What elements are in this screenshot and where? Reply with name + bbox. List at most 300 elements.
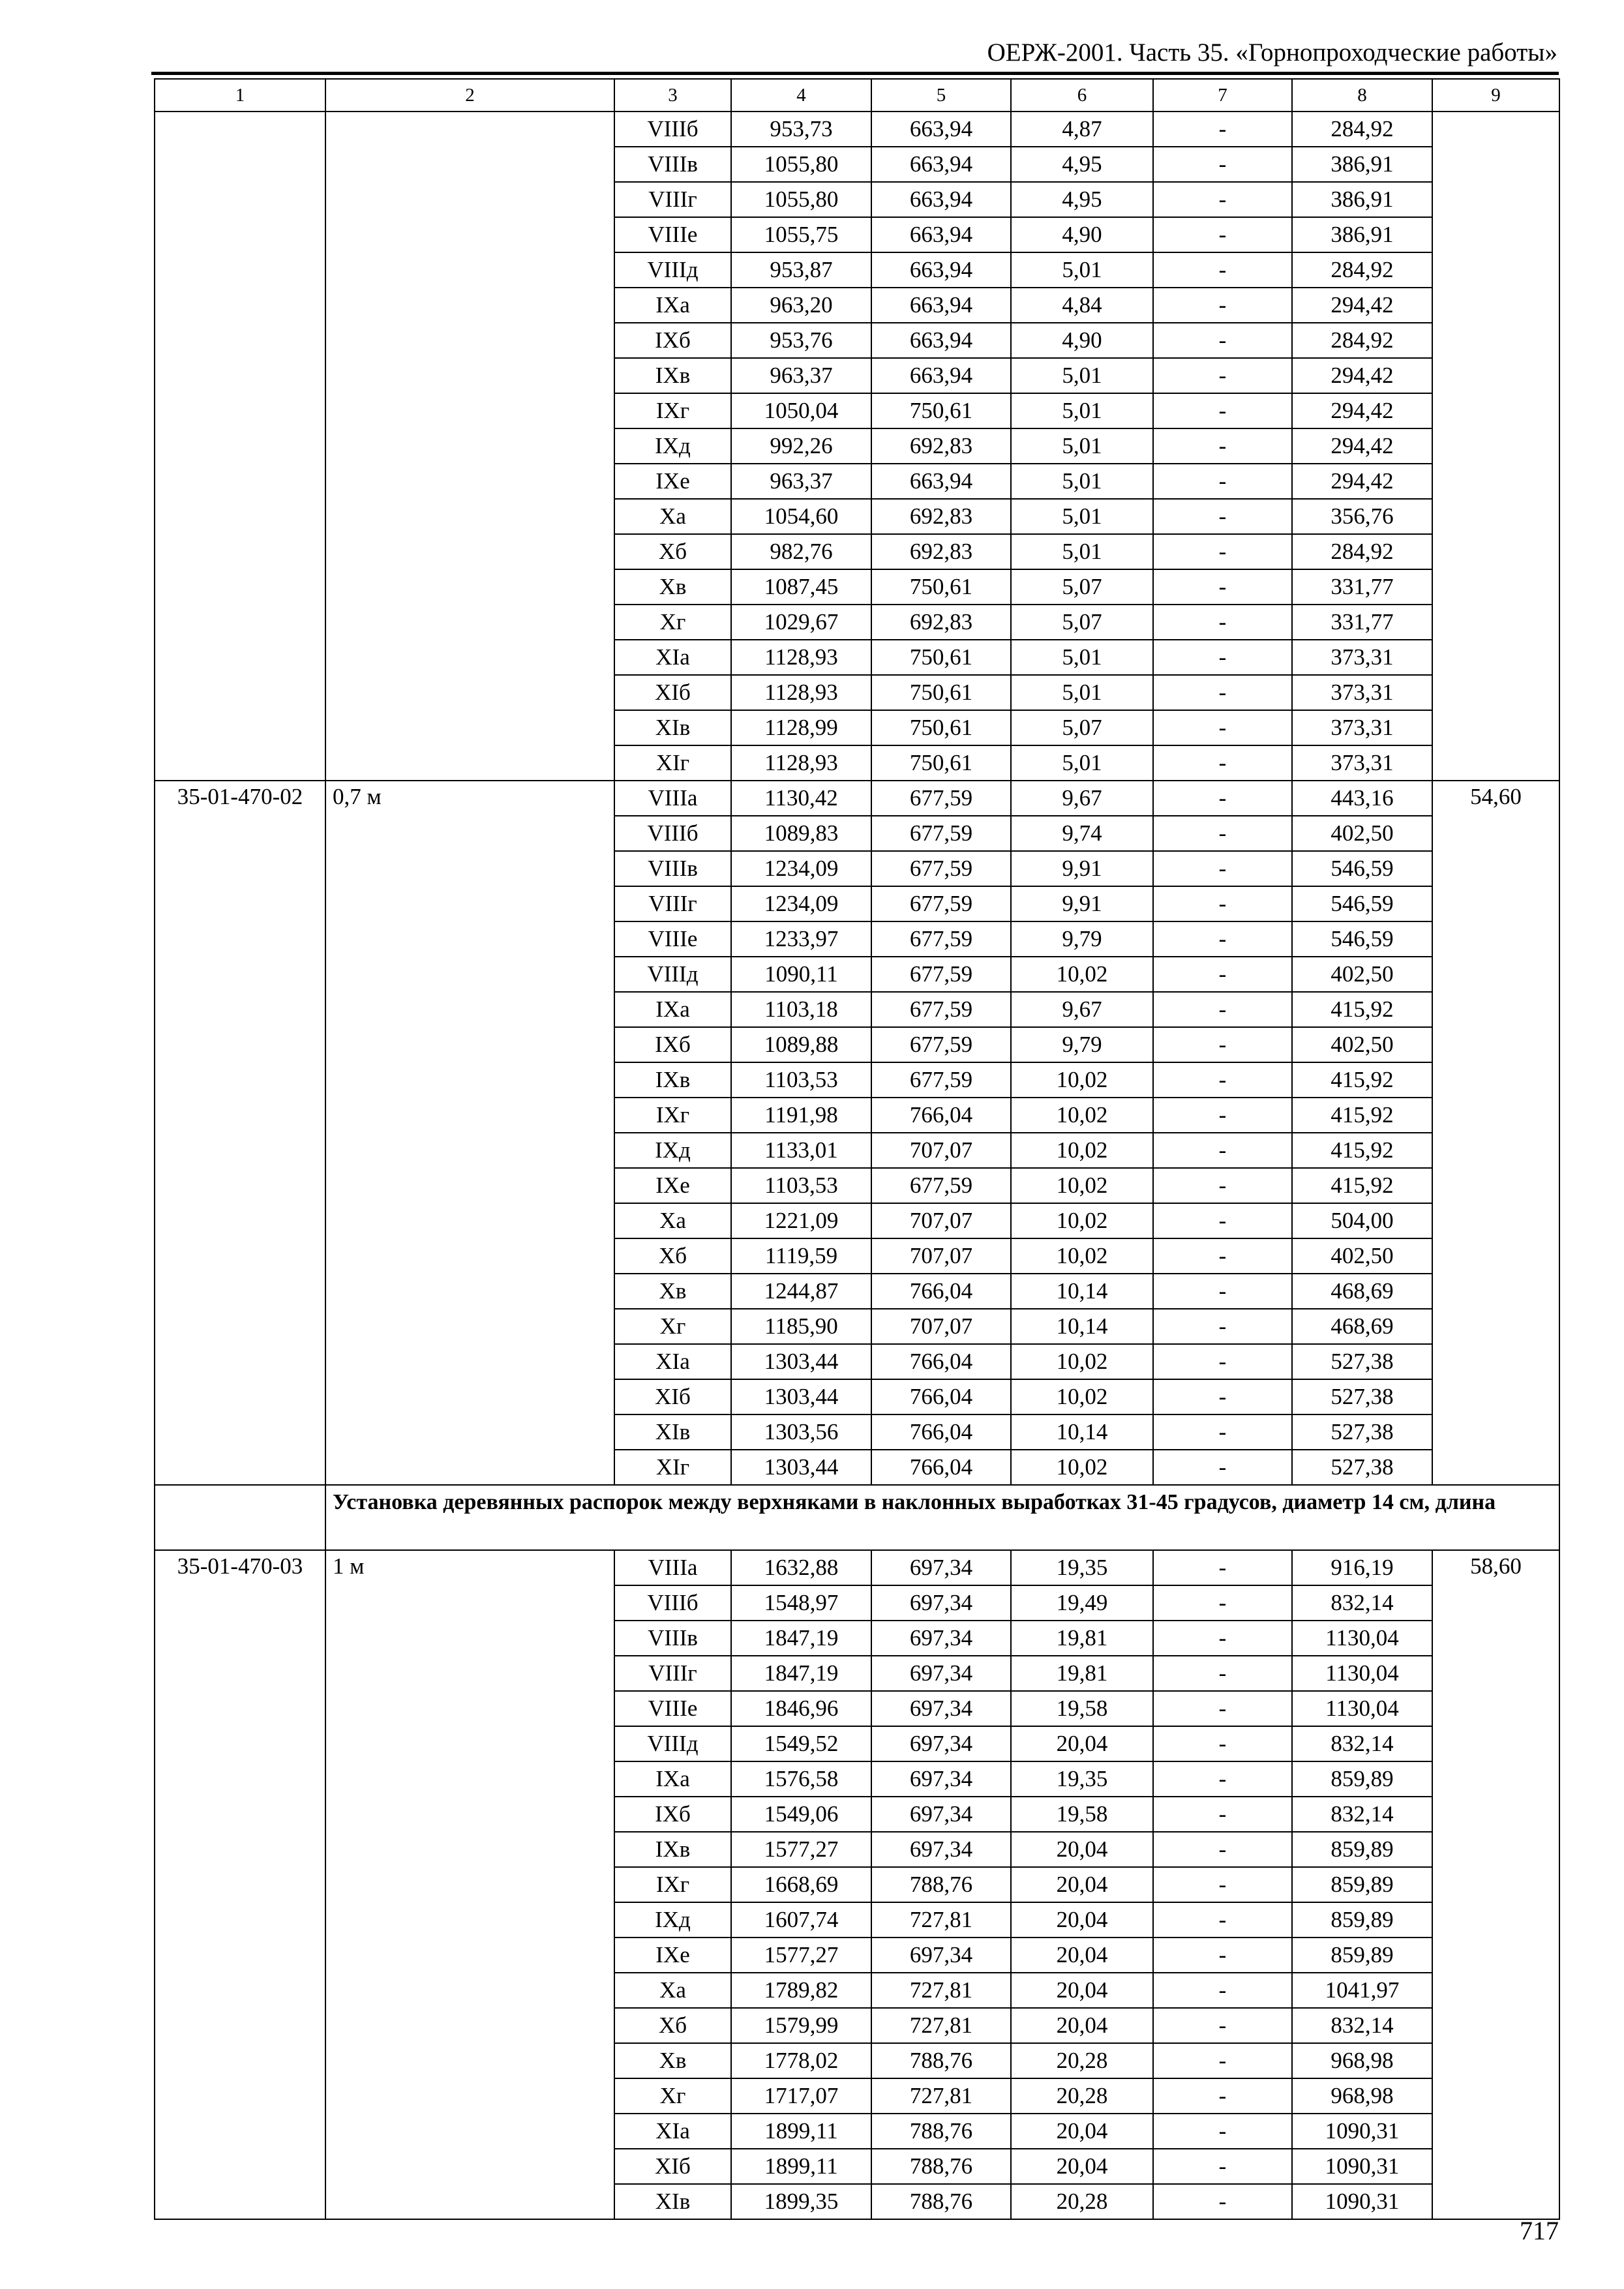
page-number: 717 xyxy=(1520,2216,1559,2245)
zone-cell: VIIIе xyxy=(614,1691,731,1726)
total-cost-cell: 1899,11 xyxy=(731,2149,871,2184)
machine-cost-cell: 19,58 xyxy=(1011,1797,1153,1832)
driver-wage-cell: - xyxy=(1153,1274,1292,1309)
materials-cell: 1090,31 xyxy=(1292,2149,1432,2184)
driver-wage-cell: - xyxy=(1153,1797,1292,1832)
total-cost-cell: 1233,97 xyxy=(731,921,871,957)
materials-cell: 832,14 xyxy=(1292,1726,1432,1761)
driver-wage-cell: - xyxy=(1153,745,1292,781)
zone-cell: XIг xyxy=(614,1450,731,1485)
zone-cell: Xг xyxy=(614,605,731,640)
zone-cell: Xв xyxy=(614,569,731,605)
zone-cell: VIIIв xyxy=(614,147,731,182)
zone-cell: VIIIг xyxy=(614,1656,731,1691)
machine-cost-cell: 9,79 xyxy=(1011,1027,1153,1062)
materials-cell: 859,89 xyxy=(1292,1902,1432,1937)
rate-name-cell xyxy=(325,112,614,781)
machine-cost-cell: 19,81 xyxy=(1011,1621,1153,1656)
column-number-cell: 3 xyxy=(614,79,731,112)
driver-wage-cell: - xyxy=(1153,1203,1292,1238)
total-cost-cell: 1847,19 xyxy=(731,1621,871,1656)
materials-cell: 415,92 xyxy=(1292,1098,1432,1133)
total-cost-cell: 963,20 xyxy=(731,288,871,323)
machine-cost-cell: 5,01 xyxy=(1011,393,1153,428)
materials-cell: 402,50 xyxy=(1292,957,1432,992)
total-cost-cell: 1577,27 xyxy=(731,1937,871,1973)
materials-cell: 294,42 xyxy=(1292,464,1432,499)
driver-wage-cell: - xyxy=(1153,1379,1292,1414)
materials-cell: 284,92 xyxy=(1292,252,1432,288)
materials-cell: 1090,31 xyxy=(1292,2184,1432,2219)
wage-cell: 697,34 xyxy=(871,1937,1011,1973)
wage-cell: 677,59 xyxy=(871,781,1011,816)
zone-cell: Xб xyxy=(614,1238,731,1274)
machine-cost-cell: 20,28 xyxy=(1011,2184,1153,2219)
total-cost-cell: 1128,99 xyxy=(731,710,871,745)
zone-cell: IXе xyxy=(614,1937,731,1973)
machine-cost-cell: 4,95 xyxy=(1011,182,1153,217)
materials-cell: 373,31 xyxy=(1292,640,1432,675)
total-cost-cell: 1128,93 xyxy=(731,745,871,781)
materials-cell: 294,42 xyxy=(1292,358,1432,393)
zone-cell: IXг xyxy=(614,393,731,428)
materials-cell: 468,69 xyxy=(1292,1309,1432,1344)
machine-cost-cell: 10,02 xyxy=(1011,1168,1153,1203)
driver-wage-cell: - xyxy=(1153,816,1292,851)
zone-cell: VIIIб xyxy=(614,816,731,851)
driver-wage-cell: - xyxy=(1153,358,1292,393)
rate-name-cell: 1 м xyxy=(325,1550,614,2219)
materials-cell: 832,14 xyxy=(1292,2008,1432,2043)
driver-wage-cell: - xyxy=(1153,1902,1292,1937)
wage-cell: 697,34 xyxy=(871,1550,1011,1585)
driver-wage-cell: - xyxy=(1153,957,1292,992)
page-header-title: ОЕРЖ-2001. Часть 35. «Горнопроходческие работы» xyxy=(987,38,1557,67)
total-cost-cell: 963,37 xyxy=(731,358,871,393)
wage-cell: 697,34 xyxy=(871,1656,1011,1691)
zone-cell: XIв xyxy=(614,710,731,745)
materials-cell: 968,98 xyxy=(1292,2078,1432,2114)
total-cost-cell: 1103,53 xyxy=(731,1168,871,1203)
driver-wage-cell: - xyxy=(1153,886,1292,921)
materials-cell: 527,38 xyxy=(1292,1414,1432,1450)
zone-cell: Xа xyxy=(614,499,731,534)
zone-cell: VIIIб xyxy=(614,1585,731,1621)
zone-cell: XIб xyxy=(614,675,731,710)
total-cost-cell: 1632,88 xyxy=(731,1550,871,1585)
wage-cell: 697,34 xyxy=(871,1585,1011,1621)
zone-cell: IXг xyxy=(614,1098,731,1133)
machine-cost-cell: 10,02 xyxy=(1011,1062,1153,1098)
driver-wage-cell: - xyxy=(1153,781,1292,816)
rate-code-cell: 35-01-470-03 xyxy=(155,1550,325,2219)
total-cost-cell: 953,87 xyxy=(731,252,871,288)
driver-wage-cell: - xyxy=(1153,323,1292,358)
wage-cell: 677,59 xyxy=(871,1027,1011,1062)
materials-cell: 546,59 xyxy=(1292,886,1432,921)
machine-cost-cell: 5,01 xyxy=(1011,745,1153,781)
driver-wage-cell: - xyxy=(1153,499,1292,534)
driver-wage-cell: - xyxy=(1153,428,1292,464)
materials-cell: 1090,31 xyxy=(1292,2114,1432,2149)
zone-cell: XIв xyxy=(614,2184,731,2219)
zone-cell: Xа xyxy=(614,1973,731,2008)
table-row xyxy=(155,781,1559,816)
materials-cell: 859,89 xyxy=(1292,1867,1432,1902)
total-cost-cell: 1607,74 xyxy=(731,1902,871,1937)
wage-cell: 788,76 xyxy=(871,2114,1011,2149)
driver-wage-cell: - xyxy=(1153,710,1292,745)
materials-cell: 859,89 xyxy=(1292,1761,1432,1797)
driver-wage-cell: - xyxy=(1153,1133,1292,1168)
machine-cost-cell: 5,01 xyxy=(1011,252,1153,288)
driver-wage-cell: - xyxy=(1153,1238,1292,1274)
total-cost-cell: 1090,11 xyxy=(731,957,871,992)
driver-wage-cell: - xyxy=(1153,851,1292,886)
machine-cost-cell: 9,74 xyxy=(1011,816,1153,851)
wage-cell: 677,59 xyxy=(871,992,1011,1027)
total-cost-cell: 1054,60 xyxy=(731,499,871,534)
driver-wage-cell: - xyxy=(1153,147,1292,182)
driver-wage-cell: - xyxy=(1153,1344,1292,1379)
driver-wage-cell: - xyxy=(1153,1168,1292,1203)
wage-cell: 663,94 xyxy=(871,288,1011,323)
driver-wage-cell: - xyxy=(1153,2184,1292,2219)
driver-wage-cell: - xyxy=(1153,1309,1292,1344)
machine-cost-cell: 10,02 xyxy=(1011,1238,1153,1274)
machine-cost-cell: 5,01 xyxy=(1011,640,1153,675)
machine-cost-cell: 20,04 xyxy=(1011,1973,1153,2008)
section-title: Установка деревянных распорок между верхняками в наклонных выработках 31-45 градусов, диаметр 14 см, длина xyxy=(325,1485,1559,1550)
machine-cost-cell: 9,91 xyxy=(1011,851,1153,886)
column-number-row xyxy=(155,79,1559,112)
zone-cell: XIг xyxy=(614,745,731,781)
column-number-cell: 2 xyxy=(325,79,614,112)
materials-cell: 527,38 xyxy=(1292,1344,1432,1379)
zone-cell: IXг xyxy=(614,1867,731,1902)
zone-cell: IXв xyxy=(614,1062,731,1098)
driver-wage-cell: - xyxy=(1153,2149,1292,2184)
machine-cost-cell: 19,49 xyxy=(1011,1585,1153,1621)
total-cost-cell: 1133,01 xyxy=(731,1133,871,1168)
zone-cell: IXа xyxy=(614,1761,731,1797)
driver-wage-cell: - xyxy=(1153,288,1292,323)
wage-cell: 697,34 xyxy=(871,1761,1011,1797)
zone-cell: VIIIд xyxy=(614,252,731,288)
wage-cell: 663,94 xyxy=(871,112,1011,147)
driver-wage-cell: - xyxy=(1153,1832,1292,1867)
materials-cell: 546,59 xyxy=(1292,851,1432,886)
materials-cell: 415,92 xyxy=(1292,1168,1432,1203)
machine-cost-cell: 19,58 xyxy=(1011,1691,1153,1726)
machine-cost-cell: 19,35 xyxy=(1011,1761,1153,1797)
driver-wage-cell: - xyxy=(1153,640,1292,675)
section-title-empty-cell xyxy=(155,1485,325,1550)
total-cost-cell: 1576,58 xyxy=(731,1761,871,1797)
wage-cell: 707,07 xyxy=(871,1203,1011,1238)
machine-cost-cell: 4,95 xyxy=(1011,147,1153,182)
zone-cell: XIв xyxy=(614,1414,731,1450)
wage-cell: 663,94 xyxy=(871,182,1011,217)
machine-cost-cell: 20,28 xyxy=(1011,2043,1153,2078)
driver-wage-cell: - xyxy=(1153,675,1292,710)
materials-cell: 443,16 xyxy=(1292,781,1432,816)
wage-cell: 707,07 xyxy=(871,1238,1011,1274)
total-cost-cell: 1899,35 xyxy=(731,2184,871,2219)
total-cost-cell: 1548,97 xyxy=(731,1585,871,1621)
wage-cell: 750,61 xyxy=(871,393,1011,428)
driver-wage-cell: - xyxy=(1153,569,1292,605)
total-cost-cell: 1103,53 xyxy=(731,1062,871,1098)
total-cost-cell: 1089,88 xyxy=(731,1027,871,1062)
machine-cost-cell: 4,90 xyxy=(1011,217,1153,252)
materials-cell: 468,69 xyxy=(1292,1274,1432,1309)
materials-cell: 1130,04 xyxy=(1292,1656,1432,1691)
column-number-cell: 4 xyxy=(731,79,871,112)
zone-cell: VIIIд xyxy=(614,957,731,992)
column-number-cell: 8 xyxy=(1292,79,1432,112)
machine-cost-cell: 9,67 xyxy=(1011,781,1153,816)
machine-cost-cell: 4,87 xyxy=(1011,112,1153,147)
wage-cell: 727,81 xyxy=(871,2078,1011,2114)
total-cost-cell: 1221,09 xyxy=(731,1203,871,1238)
driver-wage-cell: - xyxy=(1153,464,1292,499)
total-cost-cell: 1055,80 xyxy=(731,147,871,182)
machine-cost-cell: 10,02 xyxy=(1011,1098,1153,1133)
zone-cell: Xв xyxy=(614,2043,731,2078)
wage-cell: 697,34 xyxy=(871,1797,1011,1832)
driver-wage-cell: - xyxy=(1153,1585,1292,1621)
wage-cell: 766,04 xyxy=(871,1344,1011,1379)
driver-wage-cell: - xyxy=(1153,1450,1292,1485)
wage-cell: 692,83 xyxy=(871,534,1011,569)
zone-cell: Xб xyxy=(614,2008,731,2043)
column-number-cell: 9 xyxy=(1432,79,1559,112)
zone-cell: Xг xyxy=(614,2078,731,2114)
total-cost-cell: 1087,45 xyxy=(731,569,871,605)
wage-cell: 677,59 xyxy=(871,921,1011,957)
wage-cell: 766,04 xyxy=(871,1450,1011,1485)
table-row xyxy=(155,112,1559,147)
total-cost-cell: 1778,02 xyxy=(731,2043,871,2078)
total-cost-cell: 1303,56 xyxy=(731,1414,871,1450)
wage-cell: 707,07 xyxy=(871,1133,1011,1168)
machine-cost-cell: 19,35 xyxy=(1011,1550,1153,1585)
zone-cell: VIIIг xyxy=(614,182,731,217)
driver-wage-cell: - xyxy=(1153,605,1292,640)
total-cost-cell: 1029,67 xyxy=(731,605,871,640)
total-cost-cell: 1055,80 xyxy=(731,182,871,217)
column-number-cell: 7 xyxy=(1153,79,1292,112)
wage-cell: 766,04 xyxy=(871,1098,1011,1133)
machine-cost-cell: 5,01 xyxy=(1011,464,1153,499)
materials-cell: 1130,04 xyxy=(1292,1691,1432,1726)
materials-cell: 373,31 xyxy=(1292,710,1432,745)
machine-cost-cell: 10,02 xyxy=(1011,1379,1153,1414)
zone-cell: IXв xyxy=(614,1832,731,1867)
driver-wage-cell: - xyxy=(1153,1761,1292,1797)
zone-cell: VIIIа xyxy=(614,781,731,816)
machine-cost-cell: 20,04 xyxy=(1011,1937,1153,1973)
total-cost-cell: 992,26 xyxy=(731,428,871,464)
wage-cell: 697,34 xyxy=(871,1621,1011,1656)
machine-cost-cell: 20,04 xyxy=(1011,2008,1153,2043)
total-cost-cell: 1899,11 xyxy=(731,2114,871,2149)
materials-cell: 294,42 xyxy=(1292,393,1432,428)
machine-cost-cell: 10,14 xyxy=(1011,1309,1153,1344)
total-cost-cell: 1303,44 xyxy=(731,1379,871,1414)
wage-cell: 697,34 xyxy=(871,1691,1011,1726)
materials-cell: 284,92 xyxy=(1292,534,1432,569)
zone-cell: Xв xyxy=(614,1274,731,1309)
total-cost-cell: 953,76 xyxy=(731,323,871,358)
total-cost-cell: 1050,04 xyxy=(731,393,871,428)
materials-cell: 284,92 xyxy=(1292,112,1432,147)
materials-cell: 527,38 xyxy=(1292,1450,1432,1485)
driver-wage-cell: - xyxy=(1153,1027,1292,1062)
section-title-row xyxy=(155,1485,1559,1550)
materials-cell: 402,50 xyxy=(1292,816,1432,851)
materials-cell: 284,92 xyxy=(1292,323,1432,358)
price-table xyxy=(154,78,1560,2220)
zone-cell: VIIIе xyxy=(614,217,731,252)
zone-cell: IXб xyxy=(614,323,731,358)
zone-cell: XIб xyxy=(614,1379,731,1414)
total-cost-cell: 953,73 xyxy=(731,112,871,147)
materials-cell: 386,91 xyxy=(1292,147,1432,182)
zone-cell: IXе xyxy=(614,1168,731,1203)
materials-cell: 402,50 xyxy=(1292,1027,1432,1062)
total-cost-cell: 1128,93 xyxy=(731,640,871,675)
wage-cell: 677,59 xyxy=(871,1168,1011,1203)
zone-cell: Xг xyxy=(614,1309,731,1344)
machine-cost-cell: 5,07 xyxy=(1011,605,1153,640)
machine-cost-cell: 10,14 xyxy=(1011,1414,1153,1450)
total-cost-cell: 1303,44 xyxy=(731,1344,871,1379)
zone-cell: IXе xyxy=(614,464,731,499)
header-rule xyxy=(151,72,1559,75)
wage-cell: 692,83 xyxy=(871,499,1011,534)
driver-wage-cell: - xyxy=(1153,1550,1292,1585)
materials-cell: 859,89 xyxy=(1292,1832,1432,1867)
total-cost-cell: 1055,75 xyxy=(731,217,871,252)
materials-cell: 832,14 xyxy=(1292,1585,1432,1621)
labor-cost-cell xyxy=(1432,112,1559,781)
wage-cell: 663,94 xyxy=(871,323,1011,358)
materials-cell: 1041,97 xyxy=(1292,1973,1432,2008)
rate-name-cell: 0,7 м xyxy=(325,781,614,1485)
machine-cost-cell: 20,04 xyxy=(1011,1832,1153,1867)
total-cost-cell: 1244,87 xyxy=(731,1274,871,1309)
wage-cell: 750,61 xyxy=(871,569,1011,605)
wage-cell: 677,59 xyxy=(871,886,1011,921)
machine-cost-cell: 10,02 xyxy=(1011,957,1153,992)
table-body xyxy=(155,79,1559,2219)
column-number-cell: 5 xyxy=(871,79,1011,112)
zone-cell: VIIIг xyxy=(614,886,731,921)
materials-cell: 504,00 xyxy=(1292,1203,1432,1238)
wage-cell: 677,59 xyxy=(871,1062,1011,1098)
total-cost-cell: 1128,93 xyxy=(731,675,871,710)
column-number-cell: 6 xyxy=(1011,79,1153,112)
materials-cell: 546,59 xyxy=(1292,921,1432,957)
zone-cell: VIIIв xyxy=(614,1621,731,1656)
zone-cell: XIа xyxy=(614,2114,731,2149)
zone-cell: IXд xyxy=(614,428,731,464)
rate-code-cell: 35-01-470-02 xyxy=(155,781,325,1485)
materials-cell: 294,42 xyxy=(1292,428,1432,464)
labor-cost-cell: 58,60 xyxy=(1432,1550,1559,2219)
zone-cell: XIа xyxy=(614,640,731,675)
materials-cell: 373,31 xyxy=(1292,745,1432,781)
wage-cell: 677,59 xyxy=(871,816,1011,851)
wage-cell: 727,81 xyxy=(871,1902,1011,1937)
wage-cell: 727,81 xyxy=(871,2008,1011,2043)
total-cost-cell: 1191,98 xyxy=(731,1098,871,1133)
total-cost-cell: 1717,07 xyxy=(731,2078,871,2114)
wage-cell: 750,61 xyxy=(871,745,1011,781)
zone-cell: VIIIа xyxy=(614,1550,731,1585)
driver-wage-cell: - xyxy=(1153,992,1292,1027)
total-cost-cell: 1119,59 xyxy=(731,1238,871,1274)
materials-cell: 373,31 xyxy=(1292,675,1432,710)
driver-wage-cell: - xyxy=(1153,1937,1292,1973)
driver-wage-cell: - xyxy=(1153,393,1292,428)
wage-cell: 788,76 xyxy=(871,1867,1011,1902)
wage-cell: 692,83 xyxy=(871,428,1011,464)
driver-wage-cell: - xyxy=(1153,2114,1292,2149)
total-cost-cell: 1089,83 xyxy=(731,816,871,851)
wage-cell: 788,76 xyxy=(871,2149,1011,2184)
table-row xyxy=(155,1550,1559,1585)
total-cost-cell: 1185,90 xyxy=(731,1309,871,1344)
driver-wage-cell: - xyxy=(1153,1414,1292,1450)
driver-wage-cell: - xyxy=(1153,182,1292,217)
driver-wage-cell: - xyxy=(1153,1691,1292,1726)
driver-wage-cell: - xyxy=(1153,112,1292,147)
total-cost-cell: 1789,82 xyxy=(731,1973,871,2008)
driver-wage-cell: - xyxy=(1153,1973,1292,2008)
zone-cell: Xб xyxy=(614,534,731,569)
zone-cell: VIIIе xyxy=(614,921,731,957)
driver-wage-cell: - xyxy=(1153,252,1292,288)
wage-cell: 750,61 xyxy=(871,640,1011,675)
materials-cell: 331,77 xyxy=(1292,605,1432,640)
materials-cell: 386,91 xyxy=(1292,182,1432,217)
zone-cell: XIа xyxy=(614,1344,731,1379)
column-number-cell: 1 xyxy=(155,79,325,112)
zone-cell: IXв xyxy=(614,358,731,393)
rate-code-cell xyxy=(155,112,325,781)
machine-cost-cell: 9,79 xyxy=(1011,921,1153,957)
machine-cost-cell: 20,04 xyxy=(1011,1902,1153,1937)
zone-cell: VIIIв xyxy=(614,851,731,886)
total-cost-cell: 1234,09 xyxy=(731,886,871,921)
driver-wage-cell: - xyxy=(1153,2078,1292,2114)
driver-wage-cell: - xyxy=(1153,921,1292,957)
driver-wage-cell: - xyxy=(1153,534,1292,569)
total-cost-cell: 1549,06 xyxy=(731,1797,871,1832)
zone-cell: IXб xyxy=(614,1797,731,1832)
zone-cell: VIIIб xyxy=(614,112,731,147)
materials-cell: 415,92 xyxy=(1292,1062,1432,1098)
zone-cell: IXд xyxy=(614,1902,731,1937)
wage-cell: 663,94 xyxy=(871,217,1011,252)
machine-cost-cell: 19,81 xyxy=(1011,1656,1153,1691)
materials-cell: 832,14 xyxy=(1292,1797,1432,1832)
driver-wage-cell: - xyxy=(1153,1726,1292,1761)
driver-wage-cell: - xyxy=(1153,1656,1292,1691)
